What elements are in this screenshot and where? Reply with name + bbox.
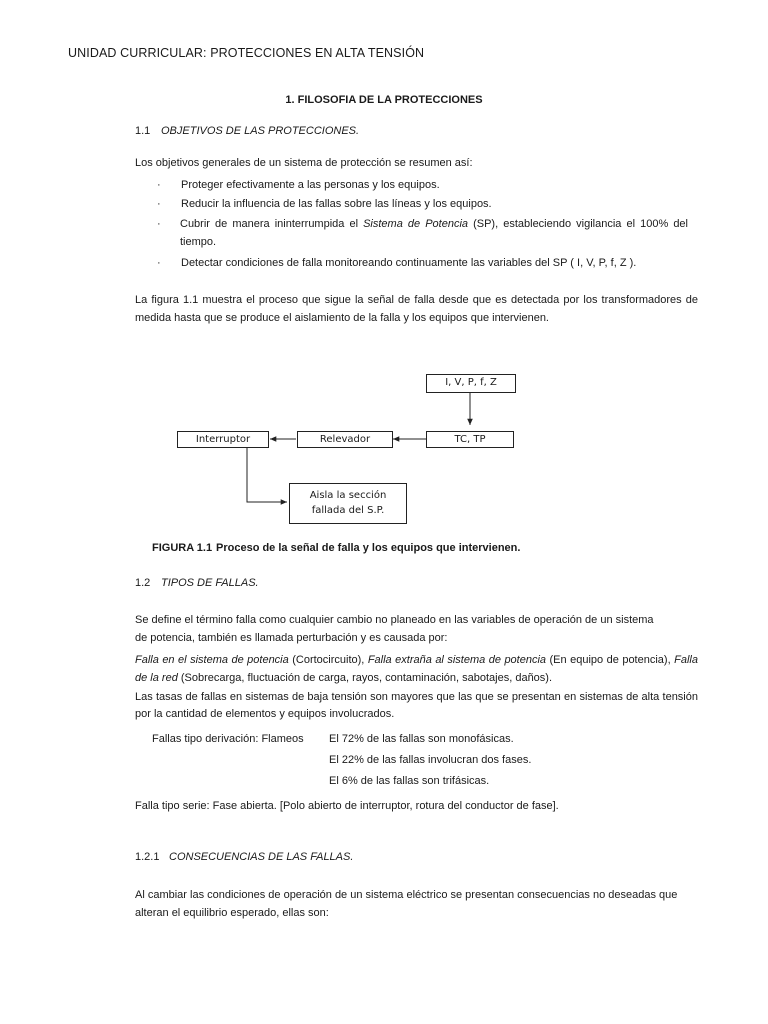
- fault-type-emphasis: Falla extraña al sistema de potencia: [367, 654, 547, 666]
- diagram-box-interruptor: [177, 431, 269, 448]
- fault-stat: El 22% de las fallas involucran dos fases.: [329, 754, 532, 766]
- objectives-intro: Los objetivos generales de un sistema de protección se resumen así:: [135, 157, 473, 169]
- fault-rates-paragraph: Las tasas de fallas en sistemas de baja tensión son mayores que las que se presentan en sistemas de alta tensión por la cantidad de elementos y equipos involucrados.: [135, 691, 698, 720]
- fault-type-text: (Sobrecarga, fluctuación de carga, rayos, contaminación, sabotajes, daños).: [177, 672, 553, 684]
- figure-caption-text: Proceso de la señal de falla y los equipos que intervienen.: [216, 542, 521, 554]
- diagram-label: Interruptor: [195, 434, 251, 445]
- consequences-paragraph: Al cambiar las condiciones de operación de un sistema eléctrico se presentan consecuencias no deseadas que alteran el equilibrio esperado, ellas son:: [135, 889, 678, 919]
- fault-stat: El 6% de las fallas son trifásicas.: [329, 775, 490, 787]
- arrow-interruptor-to-aisla: [247, 447, 287, 502]
- figure-caption: [152, 540, 520, 556]
- fault-stat: El 72% de las fallas son monofásicas.: [329, 733, 514, 745]
- fault-type-emphasis: Falla en el sistema de potencia: [135, 654, 289, 666]
- diagram-label: fallada del S.P.: [311, 505, 385, 516]
- section-heading-1-2-1: [135, 849, 353, 865]
- diagram-box-variables: [426, 374, 516, 393]
- fault-types-paragraph: [135, 651, 698, 687]
- diagram-box-aisla: [289, 483, 407, 524]
- fault-type-emphasis: Falla de la red: [135, 654, 698, 684]
- diagram-label: I, V, P, f, Z: [445, 377, 497, 388]
- diagram-label: TC, TP: [454, 434, 486, 445]
- fault-type-text: (En equipo de potencia),: [546, 654, 675, 666]
- diagram-label: Relevador: [319, 434, 371, 445]
- fault-type-text: (Cortocircuito),: [288, 654, 368, 666]
- figure-intro-paragraph: La figura 1.1 muestra el proceso que sigue la señal de falla desde que es detectada por los transformadores de medida hasta que se produce el aislamiento de la falla y los equipos que intervienen.: [135, 294, 698, 324]
- section-title: CONSECUENCIAS DE LAS FALLAS.: [169, 851, 354, 863]
- bullet-emphasis: Sistema de Potencia: [363, 218, 469, 230]
- bullet-item: Proteger efectivamente a las personas y los equipos.: [181, 179, 440, 191]
- diagram-label: Aisla la sección: [309, 490, 387, 501]
- bullet-mark: ·: [157, 218, 161, 230]
- diagram-box-relevador: [297, 431, 393, 448]
- document-header: UNIDAD CURRICULAR: PROTECCIONES EN ALTA TENSIÓN: [68, 46, 425, 60]
- chapter-title-text: 1. FILOSOFIA DE LA PROTECCIONES: [285, 94, 483, 106]
- bullet-mark: ·: [157, 198, 161, 210]
- section-number: 1.1: [135, 125, 151, 137]
- section-title: TIPOS DE FALLAS.: [161, 577, 259, 589]
- bullet-mark: ·: [157, 179, 161, 191]
- bullet-text: Cubrir de manera ininterrumpida el: [180, 218, 364, 230]
- section-title: OBJETIVOS DE LAS PROTECCIONES.: [161, 125, 360, 137]
- bullet-item: Reducir la influencia de las fallas sobre las líneas y los equipos.: [181, 198, 492, 210]
- section-number: 1.2: [135, 577, 151, 589]
- fault-definition-line: de potencia, también es llamada perturbación y es causada por:: [135, 632, 448, 644]
- bullet-text: (SP), estableciendo vigilancia el 100% del tiempo.: [180, 218, 688, 248]
- fault-definition-line: Se define el término falla como cualquier cambio no planeado en las variables de operación de un sistema: [135, 614, 654, 626]
- section-heading-1-2: [135, 575, 259, 591]
- figure-caption-label: FIGURA 1.1: [152, 542, 213, 554]
- series-fault-line: Falla tipo serie: Fase abierta. [Polo abierto de interruptor, rotura del conductor de fase].: [135, 800, 559, 812]
- bullet-mark: ·: [157, 257, 161, 269]
- derivation-label: Fallas tipo derivación: Flameos: [152, 733, 304, 745]
- bullet-item: Detectar condiciones de falla monitoreando continuamente las variables del SP ( I, V, P, f, Z ).: [181, 257, 637, 269]
- section-number: 1.2.1: [135, 851, 160, 863]
- diagram-box-tc-tp: [426, 431, 514, 448]
